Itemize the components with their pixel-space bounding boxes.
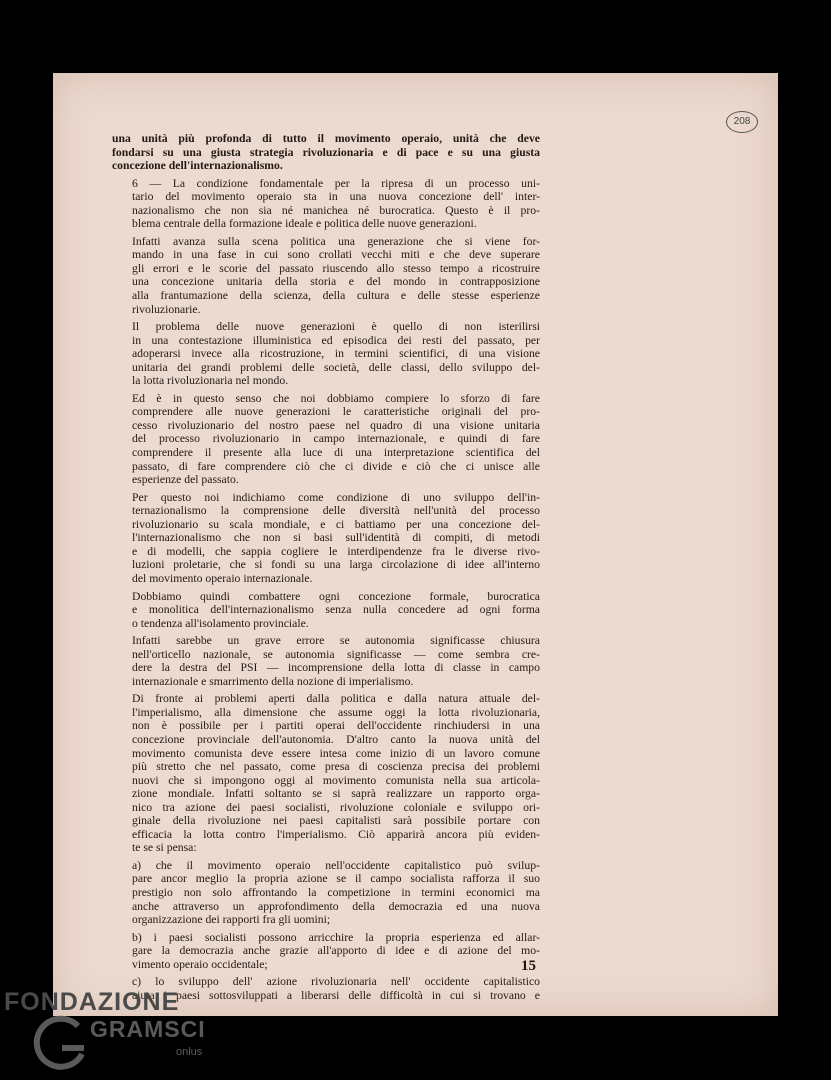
text-line: nell'orticello nazionale, se autonomia significasse — come sembra cre- [132, 647, 540, 661]
text-line: anche attraverso un approfondimento della democrazia ed una nuova [132, 899, 540, 913]
text-line: una unità più profonda di tutto il movimento operaio, unità che deve [112, 132, 540, 145]
text-line: efficacia la lotta contro l'imperialismo. Ciò apparirà ancora più eviden- [132, 827, 540, 841]
archive-stamp: 208 [726, 111, 758, 133]
text-line: tario del movimento operaio sta in una nuova concezione dell' inter- [132, 190, 540, 204]
text-line: in una contestazione illuministica ed episodica dei resti del passato, per [132, 333, 540, 347]
paragraph [112, 491, 540, 586]
watermark-logo [4, 988, 224, 1078]
text-line: gli errori e le scorie del passato riuscendo allo stesso tempo a ricostruire [132, 261, 540, 275]
paragraph [112, 235, 540, 316]
text-line: e di modelli, che sappia cogliere le interdipendenze fra le diverse rivo- [132, 544, 540, 558]
text-line: Infatti sarebbe un grave errore se autonomia significasse chiusura [132, 634, 540, 648]
text-line: dere la destra del PSI — incomprensione della lotta di classe in campo [132, 661, 540, 675]
page-number: 15 [521, 958, 536, 974]
text-line: concezione provinciale dell'autonomia. D'altro canto la nuova unità del [132, 732, 540, 746]
text-line: del processo rivoluzionario in campo internazionale, e quindi di fare [132, 432, 540, 446]
text-line: l'internazionalismo che non si basi sull'identità di compiti, di metodi [132, 531, 540, 545]
paragraph [112, 931, 540, 972]
paragraph [112, 392, 540, 487]
text-line: c) lo sviluppo dell' azione rivoluzionaria nell' occidente capitalistico [132, 975, 540, 989]
text-line: mando in una fase in cui sono crollati vecchi miti e che deve superare [132, 248, 540, 262]
text-line: esperienze del passato. [132, 473, 239, 487]
text-line: l'imperialismo, alla dimensione che assume oggi la lotta rivoluzionaria, [132, 705, 540, 719]
text-line: luzioni proletarie, che si fondi su una larga circolazione di idee all'interno [132, 558, 540, 572]
text-line: ginale della rivoluzione nei paesi capitalisti sarà possibile portare con [132, 814, 540, 828]
text-line: Dobbiamo quindi combattere ogni concezione formale, burocratica [132, 589, 540, 603]
text-line: Ed è in questo senso che noi dobbiamo compiere lo sforzo di fare [132, 391, 540, 405]
text-line: fondarsi su una giusta strategia rivoluzionaria e di pace e su una giusta [112, 145, 540, 159]
paragraph [112, 634, 540, 688]
text-line: pare ancor meglio la propria azione se il campo socialista rafforza il suo [132, 872, 540, 886]
text-line: la lotta rivoluzionaria nel mondo. [132, 374, 289, 388]
text-line: movimento comunista deve essere intesa come inizio di un lavoro comune [132, 746, 540, 760]
text-line: comprendere alle nuove generazioni le caratteristiche originali del pro- [132, 405, 540, 419]
text-line: 6 — La condizione fondamentale per la ripresa di un processo uni- [132, 176, 540, 190]
text-line: rivoluzionarie. [132, 302, 201, 316]
text-line: nazionalismo che non sia né manichea né burocratica. Questo è il pro- [132, 203, 540, 217]
text-line: cesso rivoluzionario del nostro paese nel quadro di una visione unitaria [132, 418, 540, 432]
text-line: gare la democrazia anche grazie all'apporto di idee e di azione del mo- [132, 944, 540, 958]
text-line: più stretto che nel passato, come presa di coscienza precisa dei problemi [132, 760, 540, 774]
text-line: adoperarsi invece alla ricostruzione, in termini scientifici, di una visione [132, 347, 540, 361]
text-line: Infatti avanza sulla scena politica una generazione che si viene for- [132, 234, 540, 248]
text-line: una concezione unitaria della storia e del mondo in contrapposizione [132, 275, 540, 289]
text-line: prestigio non solo affrontando la competizione in termini economici ma [132, 885, 540, 899]
text-line: te se si pensa: [132, 841, 197, 855]
document-page [53, 73, 778, 1016]
text-line: organizzazione dei rapporti fra gli uomini; [132, 913, 331, 927]
text-line: del movimento operaio internazionale. [132, 571, 313, 585]
watermark-line2: GRAMSCI [90, 1016, 206, 1042]
text-line: vimento operaio occidentale; [132, 957, 268, 971]
text-line: ternazionalismo la comprensione delle diversità nell'unità del processo [132, 504, 540, 518]
text-line: Il problema delle nuove generazioni è quello di non isterilirsi [132, 320, 540, 334]
text-line: Di fronte ai problemi aperti dalla politica e dalla natura attuale del- [132, 692, 540, 706]
paragraph [112, 692, 540, 855]
text-line: blema centrale della formazione ideale e politica delle nuove generazioni. [132, 217, 477, 231]
body-text [112, 132, 540, 1006]
text-line: comprendere il presente alla luce di una interpretazione scientifica del [132, 446, 540, 460]
text-line: zione mondiale. Infatti soltanto se si saprà realizzare un rapporto orga- [132, 787, 540, 801]
text-line: nuovi che si impongono oggi al movimento comunista nella sua articola- [132, 773, 540, 787]
text-line: non è possibile per i partiti operai dell'occidente rinchiudersi in una [132, 719, 540, 733]
paragraph [112, 320, 540, 388]
text-line: internazionale e smarrimento della nozione di imperialismo. [132, 674, 414, 688]
gramsci-logo-icon [32, 1014, 92, 1076]
text-line: aiuta i paesi sottosviluppati a liberarsi delle difficoltà in cui si trovano e [132, 988, 540, 1002]
watermark-line3: onlus [176, 1046, 203, 1058]
text-line: a) che il movimento operaio nell'occidente capitalistico può svilup- [132, 858, 540, 872]
text-line: o tendenza all'isolamento provinciale. [132, 616, 309, 630]
text-line: b) i paesi socialisti possono arricchire la propria esperienza ed allar- [132, 930, 540, 944]
text-line: nico tra azione dei paesi socialisti, rivoluzione coloniale e sviluppo ori- [132, 800, 540, 814]
paragraph [112, 859, 540, 927]
text-line: Per questo noi indichiamo come condizione di uno sviluppo dell'in- [132, 490, 540, 504]
text-line: rivoluzionario su scala mondiale, e ci battiamo per una concezione del- [132, 517, 540, 531]
watermark-line1: FONDAZIONE [4, 988, 180, 1016]
paragraph [112, 132, 540, 173]
text-line: e monolitica dell'internazionalismo senza nulla concedere ad ogni forma [132, 603, 540, 617]
paragraph [112, 177, 540, 231]
text-line: unitaria dei grandi problemi delle società, delle classi, dello sviluppo del- [132, 360, 540, 374]
text-line: passato, di fare comprendere ciò che ci divide e ciò che ci unisce alle [132, 459, 540, 473]
text-line: alla frantumazione della scienza, della cultura e delle stesse esperienze [132, 289, 540, 303]
text-line: concezione dell'internazionalismo. [112, 159, 283, 173]
paragraph [112, 590, 540, 631]
